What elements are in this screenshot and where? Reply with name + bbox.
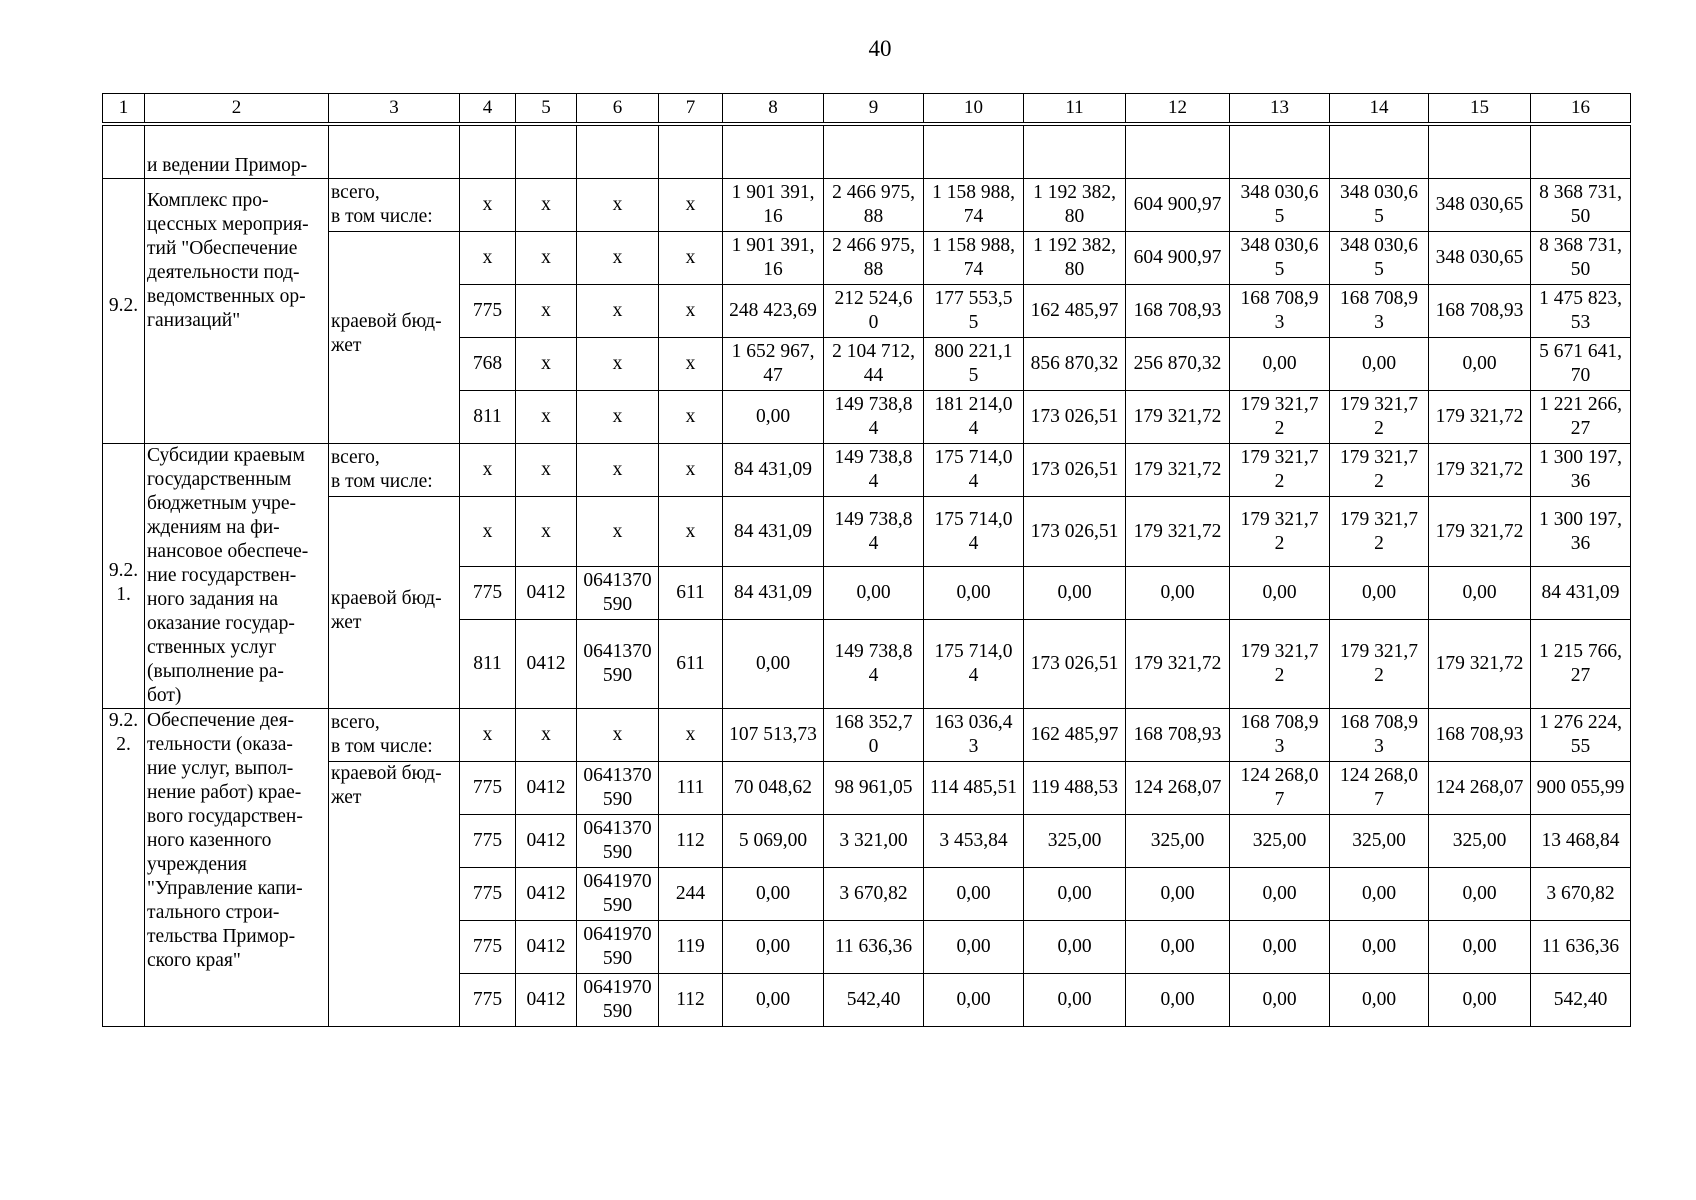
data-cell: 775	[460, 815, 516, 868]
data-cell: 179 321,72	[1429, 620, 1531, 709]
data-cell: 0,00	[1024, 974, 1126, 1027]
row-code: 9.2. 1.	[103, 444, 145, 709]
data-cell: 124 268,07	[1429, 762, 1531, 815]
data-cell: 2 466 975, 88	[824, 232, 924, 285]
column-header: 9	[824, 94, 924, 123]
data-cell: 168 708,93	[1126, 709, 1230, 762]
data-cell: 0,00	[1230, 567, 1330, 620]
data-cell: 181 214,0 4	[924, 391, 1024, 444]
row-name: Комплекс про- цессных мероприя- тий "Обеспечение деятельности под- ведомственных ор- ганизаций"	[145, 179, 329, 444]
data-cell: 84 431,09	[723, 444, 824, 497]
data-cell: x	[577, 497, 659, 567]
data-cell: 0,00	[1330, 974, 1429, 1027]
data-cell: 0,00	[1126, 974, 1230, 1027]
data-cell: 149 738,8 4	[824, 620, 924, 709]
data-cell: 119 488,53	[1024, 762, 1126, 815]
data-cell: 775	[460, 285, 516, 338]
data-cell: 0412	[516, 974, 577, 1027]
data-cell: 98 961,05	[824, 762, 924, 815]
data-cell: 0641370 590	[577, 567, 659, 620]
data-cell: 325,00	[1429, 815, 1531, 868]
source-budget: краевой бюд- жет	[329, 497, 460, 709]
data-cell: 0412	[516, 762, 577, 815]
data-cell: 84 431,09	[1531, 567, 1631, 620]
row-name: Обеспечение дея- тельности (оказа- ние услуг, выпол- нение работ) крае- вого государствен- ного казенного учреждения "Управление капи- тального строи- тельства Примор- ского края"	[145, 709, 329, 1027]
data-cell: 179 321,7 2	[1230, 391, 1330, 444]
data-cell: 179 321,7 2	[1330, 620, 1429, 709]
data-cell: 168 708,9 3	[1330, 709, 1429, 762]
data-cell: 0,00	[1429, 868, 1531, 921]
data-cell: 0,00	[1024, 921, 1126, 974]
data-cell: 168 708,93	[1126, 285, 1230, 338]
data-cell: 173 026,51	[1024, 391, 1126, 444]
data-cell: 0,00	[1330, 868, 1429, 921]
data-cell: 775	[460, 868, 516, 921]
data-cell: 1 901 391, 16	[723, 179, 824, 232]
column-header: 1	[103, 94, 145, 123]
data-cell: 0,00	[824, 567, 924, 620]
data-cell: 0641370 590	[577, 620, 659, 709]
data-cell: 124 268,07	[1126, 762, 1230, 815]
data-cell: 244	[659, 868, 723, 921]
data-cell: 604 900,97	[1126, 232, 1230, 285]
data-cell: 775	[460, 567, 516, 620]
data-cell: 163 036,4 3	[924, 709, 1024, 762]
data-cell: 0412	[516, 868, 577, 921]
data-cell: 1 300 197, 36	[1531, 444, 1631, 497]
data-cell: 325,00	[1230, 815, 1330, 868]
data-cell: 124 268,0 7	[1230, 762, 1330, 815]
table-row	[103, 497, 1631, 567]
data-cell: 3 670,82	[1531, 868, 1631, 921]
source-total: всего, в том числе:	[329, 444, 460, 497]
data-cell: 84 431,09	[723, 567, 824, 620]
data-cell: 149 738,8 4	[824, 444, 924, 497]
data-cell: 84 431,09	[723, 497, 824, 567]
data-cell: x	[516, 179, 577, 232]
data-cell: 168 708,9 3	[1230, 709, 1330, 762]
data-cell: 11 636,36	[1531, 921, 1631, 974]
data-cell: 348 030,6 5	[1230, 232, 1330, 285]
data-cell: 775	[460, 921, 516, 974]
data-cell: 179 321,7 2	[1330, 391, 1429, 444]
data-cell: 1 475 823, 53	[1531, 285, 1631, 338]
table-row	[103, 709, 1631, 762]
column-header: 10	[924, 94, 1024, 123]
data-cell: 175 714,0 4	[924, 497, 1024, 567]
data-cell: 13 468,84	[1531, 815, 1631, 868]
data-cell: 0,00	[1230, 868, 1330, 921]
column-header: 2	[145, 94, 329, 123]
row-code: 9.2.	[103, 179, 145, 444]
data-cell: 775	[460, 974, 516, 1027]
column-header: 4	[460, 94, 516, 123]
data-cell: 1 652 967, 47	[723, 338, 824, 391]
data-cell: 0,00	[1230, 974, 1330, 1027]
data-cell: 179 321,72	[1429, 391, 1531, 444]
data-cell: 768	[460, 338, 516, 391]
data-cell: x	[659, 444, 723, 497]
data-cell: x	[659, 338, 723, 391]
data-cell: x	[516, 497, 577, 567]
data-cell: 348 030,6 5	[1330, 232, 1429, 285]
data-cell: 1 901 391, 16	[723, 232, 824, 285]
data-cell: x	[577, 391, 659, 444]
data-cell: 1 192 382, 80	[1024, 179, 1126, 232]
data-cell: 604 900,97	[1126, 179, 1230, 232]
budget-table	[102, 93, 1631, 1027]
column-header: 8	[723, 94, 824, 123]
data-cell: 0641970 590	[577, 974, 659, 1027]
data-cell: 0641370 590	[577, 762, 659, 815]
data-cell: 119	[659, 921, 723, 974]
data-cell: 325,00	[1330, 815, 1429, 868]
data-cell: 179 321,7 2	[1330, 444, 1429, 497]
data-cell: 1 158 988, 74	[924, 179, 1024, 232]
data-cell: 348 030,65	[1429, 179, 1531, 232]
data-cell: 168 708,9 3	[1330, 285, 1429, 338]
data-cell: 248 423,69	[723, 285, 824, 338]
column-header: 3	[329, 94, 460, 123]
data-cell: 325,00	[1024, 815, 1126, 868]
column-header: 12	[1126, 94, 1230, 123]
table-row	[103, 444, 1631, 497]
row-name: Субсидии краевым государственным бюджетным учре- ждениям на фи- нансовое обеспече- ние государствен- ного задания на оказание государ- ственных услуг (выполнение ра- бот)	[145, 444, 329, 709]
data-cell: 0,00	[1429, 921, 1531, 974]
data-cell: 8 368 731, 50	[1531, 232, 1631, 285]
source-budget: краевой бюд- жет	[329, 232, 460, 444]
data-cell: x	[659, 709, 723, 762]
data-cell: 179 321,72	[1126, 444, 1230, 497]
data-cell: 856 870,32	[1024, 338, 1126, 391]
data-cell: 348 030,6 5	[1330, 179, 1429, 232]
data-cell: 0,00	[924, 921, 1024, 974]
data-cell: 2 104 712, 44	[824, 338, 924, 391]
data-cell: 3 453,84	[924, 815, 1024, 868]
data-cell: 112	[659, 815, 723, 868]
data-cell: 800 221,1 5	[924, 338, 1024, 391]
data-cell: 124 268,0 7	[1330, 762, 1429, 815]
data-cell: x	[659, 497, 723, 567]
data-cell: 0,00	[1330, 338, 1429, 391]
data-cell: 0,00	[723, 921, 824, 974]
data-cell: 162 485,97	[1024, 709, 1126, 762]
data-cell: 0,00	[924, 567, 1024, 620]
column-header: 11	[1024, 94, 1126, 123]
column-header: 13	[1230, 94, 1330, 123]
data-cell: x	[577, 285, 659, 338]
data-cell: 900 055,99	[1531, 762, 1631, 815]
data-cell: 0,00	[1330, 567, 1429, 620]
data-cell: 0641370 590	[577, 815, 659, 868]
data-cell: 179 321,72	[1429, 444, 1531, 497]
data-cell: 11 636,36	[824, 921, 924, 974]
column-header: 16	[1531, 94, 1631, 123]
column-header: 7	[659, 94, 723, 123]
data-cell: 8 368 731, 50	[1531, 179, 1631, 232]
data-cell: x	[516, 444, 577, 497]
data-cell: 0,00	[1429, 338, 1531, 391]
data-cell: 1 276 224, 55	[1531, 709, 1631, 762]
column-header: 15	[1429, 94, 1531, 123]
data-cell: 775	[460, 762, 516, 815]
page-number: 40	[868, 36, 892, 61]
data-cell: 173 026,51	[1024, 444, 1126, 497]
data-cell: 3 670,82	[824, 868, 924, 921]
data-cell: 212 524,6 0	[824, 285, 924, 338]
data-cell: x	[659, 391, 723, 444]
data-cell: 114 485,51	[924, 762, 1024, 815]
data-cell: 179 321,7 2	[1230, 444, 1330, 497]
data-cell: 179 321,72	[1126, 497, 1230, 567]
data-cell: 0,00	[723, 868, 824, 921]
data-cell: x	[516, 338, 577, 391]
data-cell: x	[460, 232, 516, 285]
data-cell: 811	[460, 391, 516, 444]
source-total: всего, в том числе:	[329, 709, 460, 762]
row-code: 9.2. 2.	[103, 709, 145, 1027]
data-cell: 112	[659, 974, 723, 1027]
table-row	[103, 126, 1631, 179]
cont-name: и ведении Примор-	[145, 126, 329, 179]
header-row	[103, 94, 1631, 123]
data-cell: x	[659, 232, 723, 285]
data-cell: 179 321,7 2	[1330, 497, 1429, 567]
data-cell: 179 321,72	[1126, 620, 1230, 709]
data-cell: 70 048,62	[723, 762, 824, 815]
data-cell: 5 671 641, 70	[1531, 338, 1631, 391]
data-cell: 162 485,97	[1024, 285, 1126, 338]
data-cell: 0412	[516, 567, 577, 620]
data-cell: 111	[659, 762, 723, 815]
data-cell: x	[516, 709, 577, 762]
source-budget: краевой бюд- жет	[329, 762, 460, 1027]
data-cell: 179 321,72	[1126, 391, 1230, 444]
data-cell: 5 069,00	[723, 815, 824, 868]
data-cell: 0,00	[1024, 567, 1126, 620]
source-total: всего, в том числе:	[329, 179, 460, 232]
table-row	[103, 179, 1631, 232]
data-cell: 0,00	[1429, 567, 1531, 620]
data-cell: 1 221 266, 27	[1531, 391, 1631, 444]
data-cell: x	[659, 285, 723, 338]
data-cell: 2 466 975, 88	[824, 179, 924, 232]
data-cell: 3 321,00	[824, 815, 924, 868]
data-cell: 175 714,0 4	[924, 620, 1024, 709]
data-cell: 173 026,51	[1024, 620, 1126, 709]
data-cell: 0,00	[1230, 338, 1330, 391]
data-cell: 348 030,65	[1429, 232, 1531, 285]
data-cell: 1 215 766, 27	[1531, 620, 1631, 709]
table-row	[103, 232, 1631, 285]
data-cell: x	[460, 497, 516, 567]
data-cell: 149 738,8 4	[824, 497, 924, 567]
data-cell: 173 026,51	[1024, 497, 1126, 567]
data-cell: 0,00	[924, 868, 1024, 921]
column-header: 14	[1330, 94, 1429, 123]
data-cell: 107 513,73	[723, 709, 824, 762]
data-cell: 0,00	[1230, 921, 1330, 974]
data-cell: 0412	[516, 921, 577, 974]
data-cell: x	[516, 232, 577, 285]
data-cell: 0,00	[1330, 921, 1429, 974]
data-cell: 1 300 197, 36	[1531, 497, 1631, 567]
data-cell: 175 714,0 4	[924, 444, 1024, 497]
column-header: 6	[577, 94, 659, 123]
data-cell: 0,00	[1429, 974, 1531, 1027]
data-cell: 168 708,93	[1429, 709, 1531, 762]
table-row	[103, 762, 1631, 815]
data-cell: 179 321,7 2	[1230, 620, 1330, 709]
data-cell: 0412	[516, 815, 577, 868]
data-cell: x	[577, 444, 659, 497]
data-cell: 811	[460, 620, 516, 709]
data-cell: 0,00	[1024, 868, 1126, 921]
data-cell: 177 553,5 5	[924, 285, 1024, 338]
data-cell: x	[460, 179, 516, 232]
data-cell: 1 192 382, 80	[1024, 232, 1126, 285]
data-cell: 0412	[516, 620, 577, 709]
data-cell: x	[577, 709, 659, 762]
data-cell: 179 321,72	[1429, 497, 1531, 567]
data-cell: x	[460, 709, 516, 762]
data-cell: x	[577, 179, 659, 232]
data-cell: 0,00	[1126, 868, 1230, 921]
data-cell: 168 708,93	[1429, 285, 1531, 338]
data-cell: 325,00	[1126, 815, 1230, 868]
data-cell: x	[577, 232, 659, 285]
data-cell: x	[516, 391, 577, 444]
data-cell: 0,00	[924, 974, 1024, 1027]
data-cell: 611	[659, 567, 723, 620]
data-cell: 611	[659, 620, 723, 709]
data-cell: x	[460, 444, 516, 497]
data-cell: x	[659, 179, 723, 232]
data-cell: 0,00	[1126, 567, 1230, 620]
data-cell: 0,00	[723, 974, 824, 1027]
data-cell: 0,00	[723, 391, 824, 444]
data-cell: 168 352,7 0	[824, 709, 924, 762]
data-cell: x	[577, 338, 659, 391]
data-cell: 256 870,32	[1126, 338, 1230, 391]
data-cell: x	[516, 285, 577, 338]
data-cell: 542,40	[1531, 974, 1631, 1027]
data-cell: 168 708,9 3	[1230, 285, 1330, 338]
data-cell: 0641970 590	[577, 868, 659, 921]
data-cell: 542,40	[824, 974, 924, 1027]
data-cell: 1 158 988, 74	[924, 232, 1024, 285]
data-cell: 348 030,6 5	[1230, 179, 1330, 232]
data-cell: 0,00	[723, 620, 824, 709]
data-cell: 0,00	[1126, 921, 1230, 974]
data-cell: 0641970 590	[577, 921, 659, 974]
data-cell: 149 738,8 4	[824, 391, 924, 444]
column-header: 5	[516, 94, 577, 123]
data-cell: 179 321,7 2	[1230, 497, 1330, 567]
